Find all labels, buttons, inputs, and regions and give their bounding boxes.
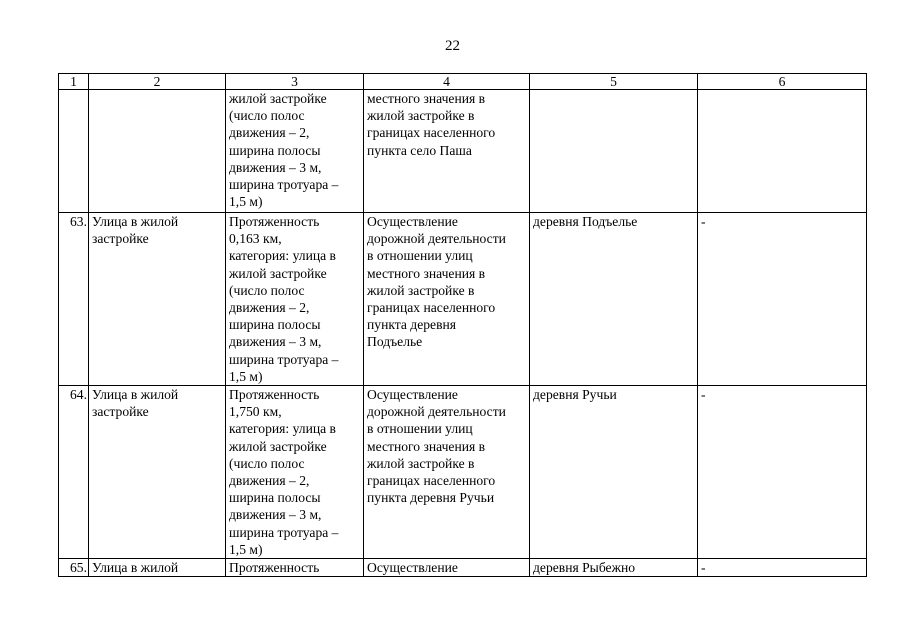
row-number-cell	[59, 90, 89, 213]
location-cell: деревня Подъелье	[530, 213, 698, 386]
column-header: 1	[59, 74, 89, 90]
column-header: 5	[530, 74, 698, 90]
location-cell: деревня Ручьи	[530, 386, 698, 559]
table-row	[59, 386, 867, 559]
table-row	[59, 213, 867, 386]
characteristics-cell: Протяженность 0,163 км, категория: улица в жилой застройке (число полос движения – 2, ширина полосы движения – 3 м, ширина тротуара – 1,5 м)	[226, 213, 364, 386]
purpose-cell: Осуществление дорожной деятельности в отношении улиц местного значения в жилой застройке в границах населенного пункта деревня Подъелье	[364, 213, 530, 386]
column-header: 3	[226, 74, 364, 90]
row-number-cell: 63.	[59, 213, 89, 386]
objects-table	[58, 73, 867, 577]
object-name-cell: Улица в жилой	[89, 559, 226, 577]
location-cell: деревня Рыбежно	[530, 559, 698, 577]
purpose-cell: Осуществление дорожной деятельности в отношении улиц местного значения в жилой застройке в границах населенного пункта деревня Ручьи	[364, 386, 530, 559]
table-row	[59, 559, 867, 577]
table-row	[59, 90, 867, 213]
table-header-row	[59, 74, 867, 90]
purpose-cell: местного значения в жилой застройке в границах населенного пункта село Паша	[364, 90, 530, 213]
other-cell: -	[698, 386, 867, 559]
row-number-cell: 64.	[59, 386, 89, 559]
object-name-cell: Улица в жилой застройке	[89, 386, 226, 559]
column-header: 6	[698, 74, 867, 90]
purpose-cell: Осуществление	[364, 559, 530, 577]
other-cell: -	[698, 559, 867, 577]
page-number: 22	[445, 38, 460, 54]
other-cell: -	[698, 213, 867, 386]
column-header: 4	[364, 74, 530, 90]
column-header: 2	[89, 74, 226, 90]
row-number-cell: 65.	[59, 559, 89, 577]
object-name-cell	[89, 90, 226, 213]
characteristics-cell: жилой застройке (число полос движения – 2, ширина полосы движения – 3 м, ширина тротуара – 1,5 м)	[226, 90, 364, 213]
characteristics-cell: Протяженность 1,750 км, категория: улица в жилой застройке (число полос движения – 2, ширина полосы движения – 3 м, ширина тротуара – 1,5 м)	[226, 386, 364, 559]
object-name-cell: Улица в жилой застройке	[89, 213, 226, 386]
other-cell	[698, 90, 867, 213]
characteristics-cell: Протяженность	[226, 559, 364, 577]
location-cell	[530, 90, 698, 213]
